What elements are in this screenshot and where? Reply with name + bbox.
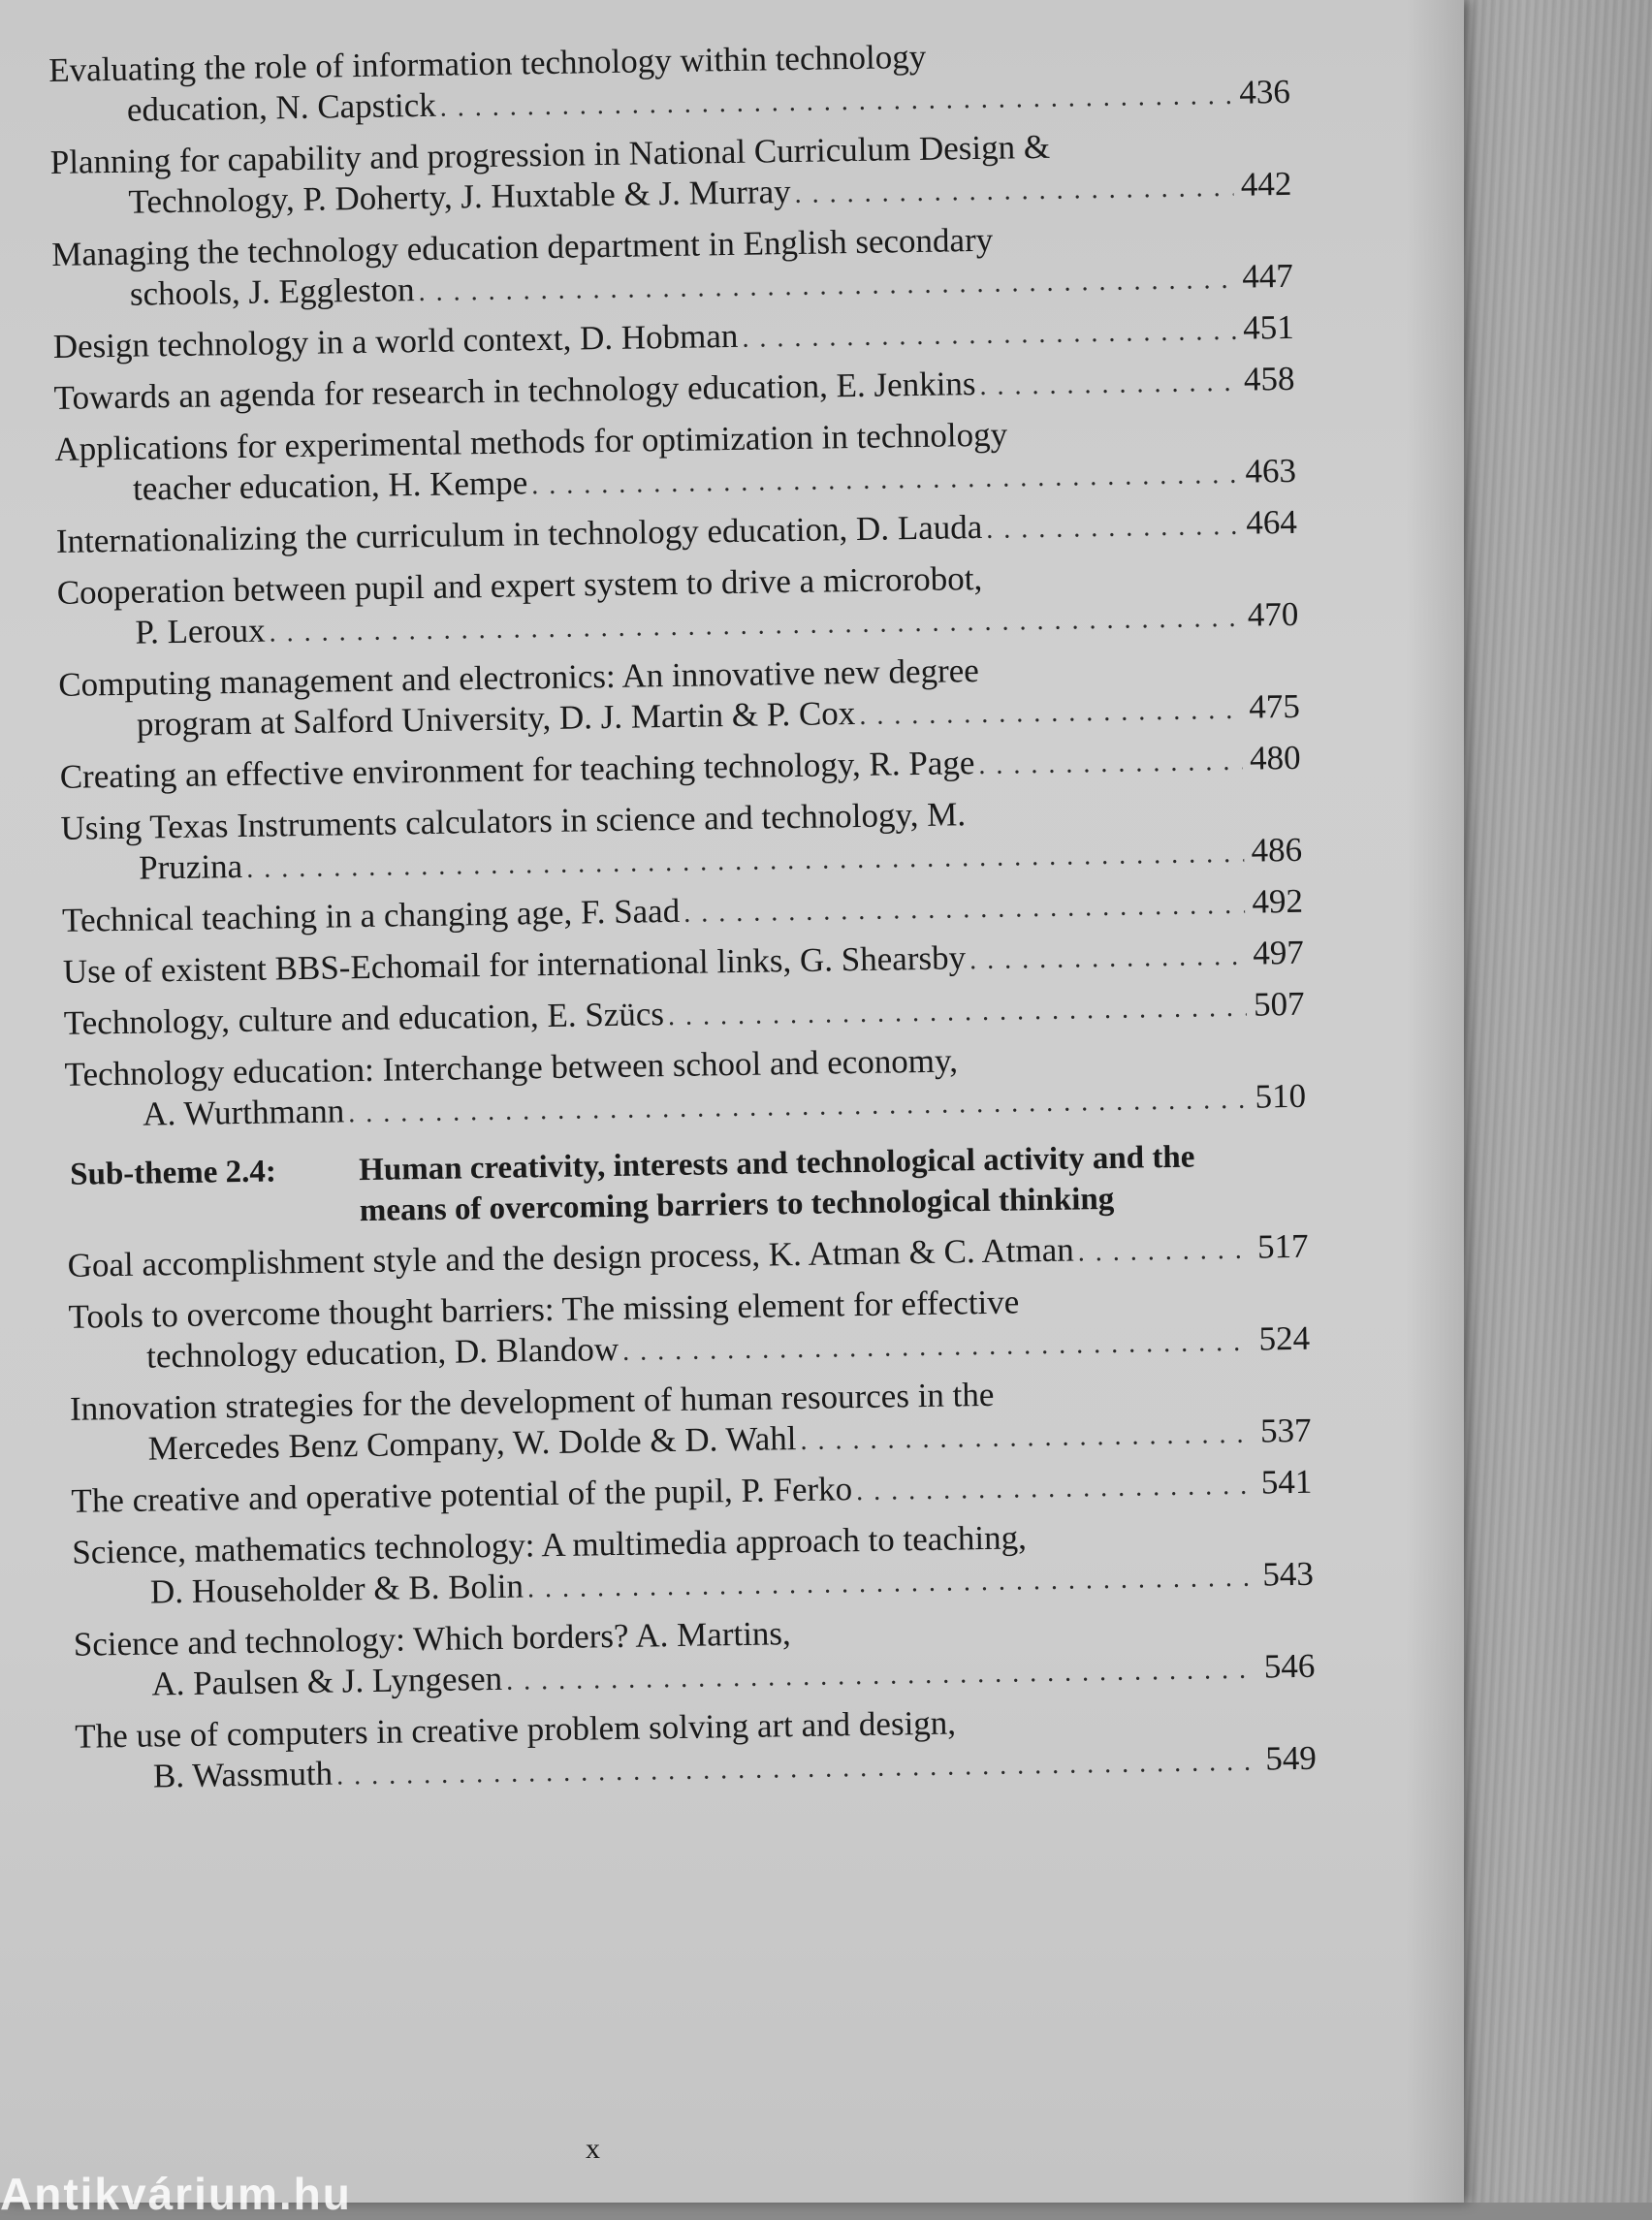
toc-entry-text: Creating an effective environment for teaching technology, R. Page	[59, 744, 975, 796]
dot-leader	[800, 1414, 1254, 1462]
toc-entries-group-a	[48, 31, 1306, 1139]
toc-entry-text: Internationalizing the curriculum in technology education, D. Lauda	[55, 507, 983, 560]
dot-leader	[986, 506, 1239, 551]
toc-entry-title-line: Science, mathematics technology: A multimedia approach to teaching,	[72, 1518, 1028, 1571]
toc-entry-text: Technology, P. Doherty, J. Huxtable & J. Murray	[128, 172, 791, 221]
toc-entry-text: Pruzina	[138, 846, 243, 887]
dot-leader	[531, 455, 1238, 506]
toc-entry-page-number: 524	[1258, 1318, 1311, 1358]
toc-entry-page-number: 549	[1265, 1738, 1318, 1778]
toc-entry-page-number: 442	[1240, 164, 1292, 204]
subtheme-title: Human creativity, interests and technological activity and the means of overcoming barriers to technological thinking	[358, 1139, 1195, 1229]
page-number: x	[586, 2133, 600, 2165]
toc-entry-page-number: 470	[1247, 594, 1299, 634]
toc-entry	[75, 1697, 1317, 1801]
toc-entry	[49, 123, 1291, 227]
toc-entry-text: Goal accomplishment style and the design process, K. Atman & C. Atman	[67, 1230, 1075, 1284]
dot-leader	[527, 1558, 1256, 1610]
toc-entry-text: P. Leroux	[135, 611, 266, 651]
toc-entry-title-line: Managing the technology education department in English secondary	[51, 220, 994, 273]
toc-entry-text: teacher education, H. Kempe	[132, 463, 528, 508]
toc-entry-page-number: 510	[1255, 1076, 1307, 1116]
toc-entry-page-number: 458	[1243, 359, 1295, 398]
dot-leader	[742, 311, 1236, 360]
toc-entry-title-line: Evaluating the role of information technology within technology	[48, 37, 927, 89]
toc-entry-text: Towards an agenda for research in technology education, E. Jenkins	[53, 365, 976, 417]
subtheme-heading	[66, 1135, 1308, 1236]
dot-leader	[856, 1466, 1255, 1512]
toc-entry	[72, 1513, 1314, 1617]
toc-entry-page-number: 497	[1252, 933, 1305, 972]
toc-entry-page-number: 463	[1245, 451, 1297, 491]
toc-entry-page-number: 492	[1252, 881, 1304, 921]
toc-entry-text: A. Paulsen & J. Lyngesen	[151, 1659, 503, 1703]
watermark-logo: Antikvárium.hu	[0, 2169, 352, 2219]
dot-leader	[969, 936, 1246, 981]
dot-leader	[979, 363, 1237, 407]
dot-leader	[683, 885, 1245, 935]
toc-entry	[48, 31, 1290, 135]
toc-entry-page-number: 451	[1242, 307, 1294, 347]
toc-entry-title-line: Using Texas Instruments calculators in science and technology, M.	[60, 795, 967, 847]
toc-entry-text: Use of existent BBS-Echomail for international links, G. Shearsby	[62, 938, 967, 991]
toc-entry-page-number: 436	[1239, 72, 1291, 111]
dot-leader	[859, 690, 1242, 737]
toc-entry-text: schools, J. Eggleston	[129, 270, 415, 313]
toc-entry-text: The creative and operative potential of the pupil, P. Ferko	[71, 1470, 853, 1520]
toc-entry-text: education, N. Capstick	[126, 85, 437, 129]
toc-entry-page-number: 517	[1256, 1226, 1309, 1266]
toc-entry-page-number: 480	[1249, 738, 1301, 777]
toc-entry-page-number: 464	[1245, 502, 1298, 542]
toc-entry	[54, 410, 1296, 514]
toc-entry	[51, 215, 1293, 319]
toc-entry-title-line: The use of computers in creative problem solving art and design,	[75, 1703, 957, 1756]
toc-entry-text: Technical teaching in a changing age, F. Saad	[61, 891, 681, 939]
toc-entry-text: technology education, D. Blandow	[145, 1329, 620, 1376]
table-of-contents	[48, 31, 1317, 1809]
toc-entry-title-line: Cooperation between pupil and expert system to drive a microrobot,	[56, 558, 983, 612]
toc-entry-text: D. Householder & B. Bolin	[149, 1567, 524, 1611]
toc-entry	[68, 1278, 1310, 1381]
toc-entry-title-line: Innovation strategies for the development of human resources in the	[69, 1375, 995, 1428]
dot-leader	[418, 260, 1235, 313]
toc-entry-page-number: 507	[1253, 984, 1305, 1024]
toc-entry-page-number: 546	[1263, 1646, 1316, 1686]
toc-entry-page-number: 486	[1251, 830, 1303, 870]
toc-entries-group-b	[67, 1226, 1317, 1801]
toc-entry-title-line: Tools to overcome thought barriers: The missing element for effective	[68, 1283, 1020, 1336]
toc-entry-text: B. Wassmuth	[152, 1754, 334, 1795]
toc-entry	[64, 1035, 1306, 1139]
dot-leader	[622, 1322, 1253, 1373]
dot-leader	[506, 1650, 1257, 1702]
dot-leader	[1077, 1230, 1250, 1274]
toc-entry-title-line: Technology education: Interchange between school and economy,	[64, 1041, 959, 1094]
toc-entry-title-line: Planning for capability and progression in National Curriculum Design &	[49, 127, 1051, 181]
toc-entry	[60, 789, 1302, 893]
toc-entry-text: A. Wurthmann	[142, 1092, 345, 1133]
toc-entry-page-number: 541	[1260, 1462, 1313, 1502]
toc-entry-text: Design technology in a world context, D. Hobman	[52, 316, 739, 365]
toc-entry-page-number: 543	[1262, 1554, 1315, 1594]
subtheme-label: Sub-theme 2.4:	[69, 1154, 277, 1192]
toc-entry-page-number: 537	[1259, 1411, 1312, 1450]
dot-leader	[794, 168, 1233, 215]
toc-entry-title-line: Computing management and electronics: An innovative new degree	[57, 651, 980, 704]
toc-entry-page-number: 447	[1242, 256, 1294, 296]
toc-entry-text: program at Salford University, D. J. Martin & P. Cox	[136, 694, 856, 744]
dot-leader	[668, 988, 1247, 1037]
toc-entry-text: Mercedes Benz Company, W. Dolde & D. Wahl	[147, 1419, 797, 1468]
toc-entry-text: Technology, culture and education, E. Szücs	[63, 995, 665, 1042]
dot-leader	[978, 742, 1243, 786]
dot-leader	[439, 76, 1232, 129]
wooden-surface	[1435, 0, 1652, 2203]
toc-entry	[70, 1370, 1312, 1474]
toc-entry	[56, 554, 1298, 657]
toc-entry-title-line: Applications for experimental methods for optimization in technology	[54, 415, 1008, 468]
toc-entry	[58, 646, 1300, 749]
toc-entry-title-line: Science and technology: Which borders? A. Martins,	[73, 1614, 792, 1664]
toc-entry-page-number: 475	[1248, 686, 1301, 726]
toc-entry	[74, 1605, 1316, 1709]
